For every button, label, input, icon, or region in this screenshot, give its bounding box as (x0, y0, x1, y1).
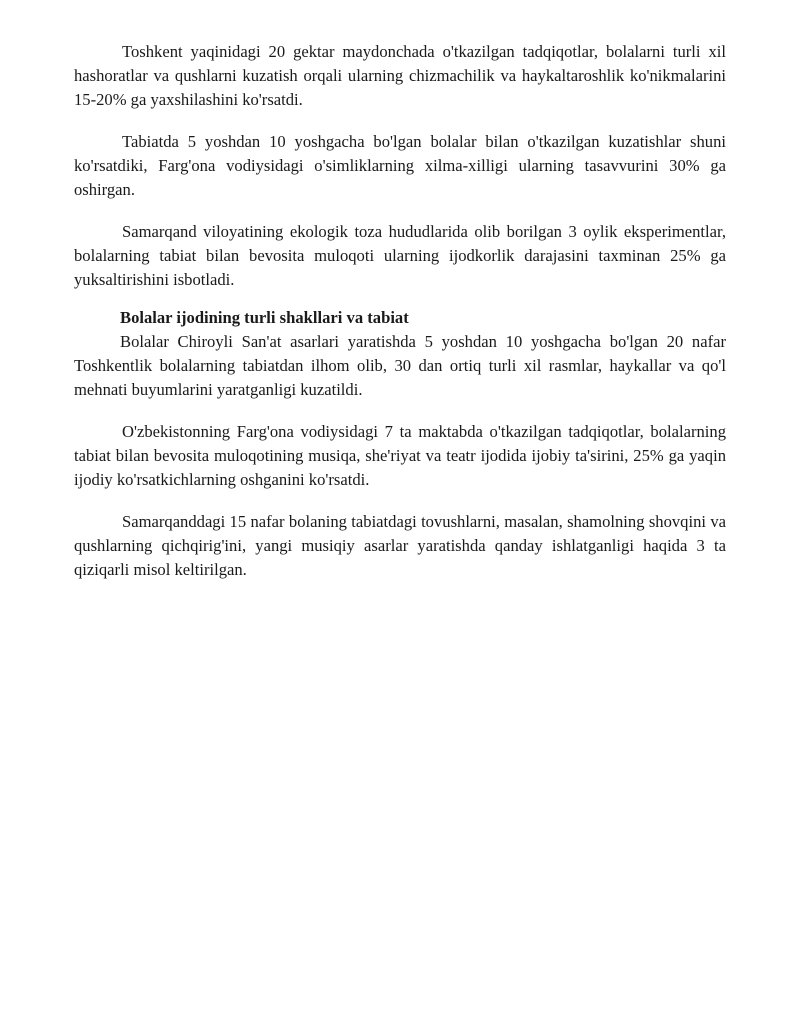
paragraph-samarkand-experiments: Samarqand viloyatining ekologik toza hududlarida olib borilgan 3 oylik eksperimentlar, bolalarning tabiat bilan bevosita muloqoti ularning ijodkorlik darajasini taxminan 25% ga yuksaltirishini isbotladi. (74, 222, 726, 289)
paragraph-samarkand-sounds: Samarqanddagi 15 nafar bolaning tabiatdagi tovushlarni, masalan, shamolning shovqini va qushlarning qichqirig'ini, yangi musiqiy asarlar yaratishda qanday ishlatganligi haqida 3 ta qiziqarli misol keltirilgan. (74, 512, 726, 579)
paragraph-fine-arts-creation: Bolalar Chiroyli San'at asarlari yaratishda 5 yoshdan 10 yoshgacha bo'lgan 20 nafar Toshkentlik bolalarning tabiatdan ilhom olib, 30 dan ortiq turli xil rasmlar, haykallar va qo'l mehnati buyumlarini yaratganligi kuzatildi. (74, 332, 726, 399)
paragraph-tashkent-study: Toshkent yaqinidagi 20 gektar maydonchada o'tkazilgan tadqiqotlar, bolalarni turli xil hashoratlar va qushlarni kuzatish orqali ularning chizmachilik va haykaltaroshlik ko'nikmalarini 15-20% ga yaxshilashini ko'rsatdi. (74, 42, 726, 109)
paragraph-fergana-observations: Tabiatda 5 yoshdan 10 yoshgacha bo'lgan bolalar bilan o'tkazilgan kuzatishlar shuni ko'rsatdiki, Farg'ona vodiysidagi o'simliklarning xilma-xilligi ularning tasavvurini 30% ga oshirgan. (74, 132, 726, 199)
paragraph-fergana-schools: O'zbekistonning Farg'ona vodiysidagi 7 ta maktabda o'tkazilgan tadqiqotlar, bolalarning tabiat bilan bevosita muloqotining musiqa, she'riyat va teatr ijodida ijobiy ta'sirini, 25% ga yaqin ijodiy ko'rsatkichlarning oshganini ko'rsatdi. (74, 422, 726, 489)
document-page (74, 40, 726, 600)
section-heading: Bolalar ijodining turli shakllari va tabiat (120, 308, 409, 327)
